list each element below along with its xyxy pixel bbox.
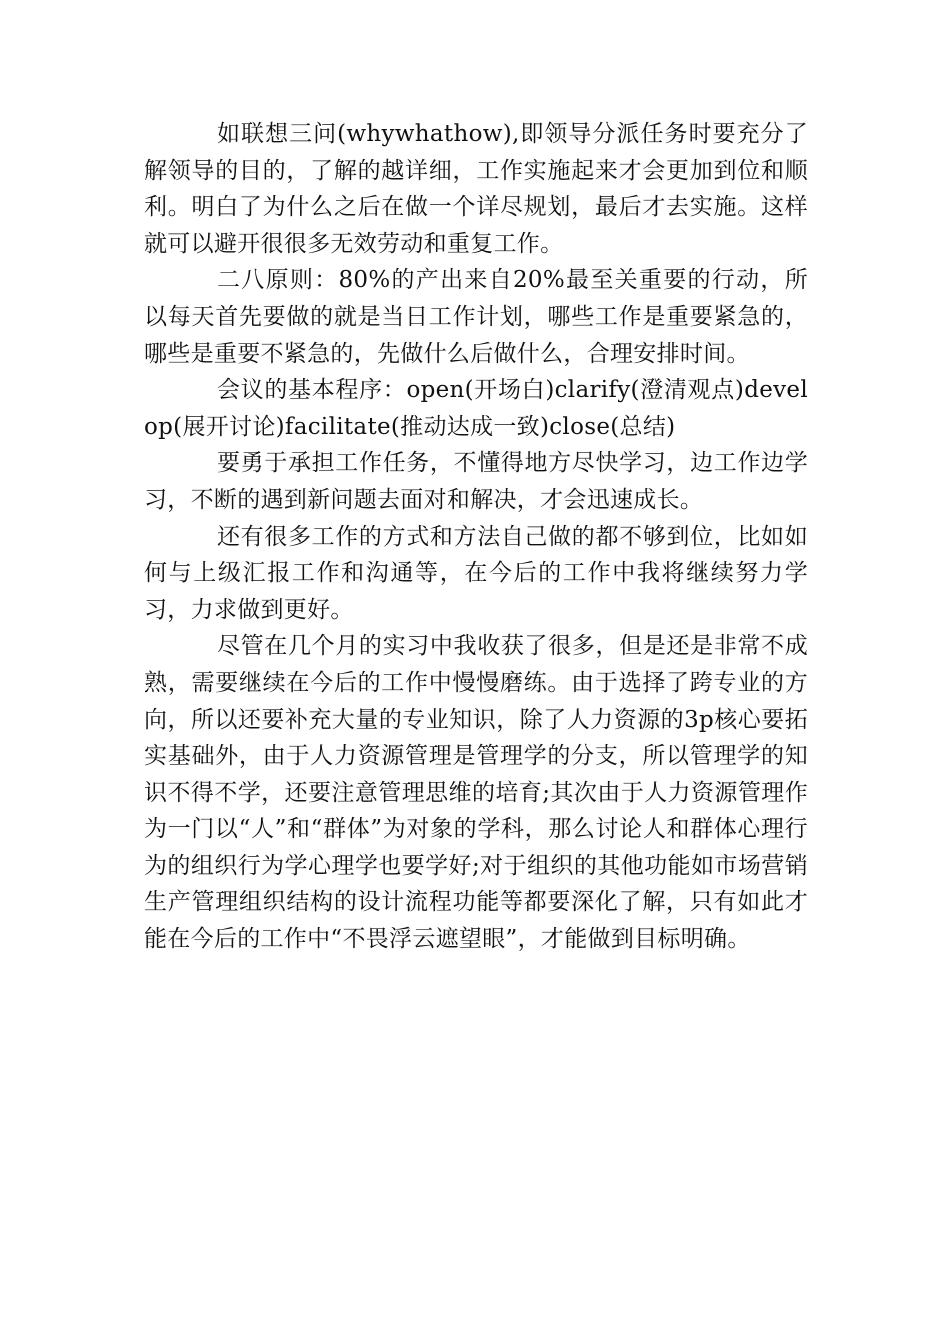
paragraph-five-w-questions: 如联想三问(whywhathow),即领导分派任务时要充分了解领导的目的，了解的越详细，工作实施起来才会更加到位和顺利。明白了为什么之后在做一个详尽规划，最后才去实施。这样就可以避开很很多无效劳动和重复工作。 [144, 121, 808, 257]
document-body [144, 116, 808, 958]
paragraph-meeting-procedure: 会议的基本程序：open(开场白)clarify(澄清观点)develop(展开讨论)facilitate(推动达成一致)close(总结) [144, 377, 808, 440]
paragraph-take-on-tasks: 要勇于承担工作任务，不懂得地方尽快学习，边工作边学习，不断的遇到新问题去面对和解决，才会迅速成长。 [144, 450, 808, 513]
paragraph-pareto-principle: 二八原则：80%的产出来自20%最至关重要的行动，所以每天首先要做的就是当日工作计划，哪些工作是重要紧急的，哪些是重要不紧急的，先做什么后做什么，合理安排时间。 [144, 267, 808, 367]
paragraph-internship-summary: 尽管在几个月的实习中我收获了很多，但是还是非常不成熟，需要继续在今后的工作中慢慢磨练。由于选择了跨专业的方向，所以还要补充大量的专业知识，除了人力资源的3p核心要拓实基础外，由于人力资源管理是管理学的分支，所以管理学的知识不得不学，还要注意管理思维的培育;其次由于人力资源管理作为一门以“人”和“群体”为对象的学科，那么讨论人和群体心理行为的组织行为学心理学也要学好;对于组织的其他功能如市场营销生产管理组织结构的设计流程功能等都要深化了解，只有如此才能在今后的工作中“不畏浮云遮望眼”，才能做到目标明确。 [144, 633, 808, 953]
paragraph-improve-methods: 还有很多工作的方式和方法自己做的都不够到位，比如如何与上级汇报工作和沟通等，在今后的工作中我将继续努力学习，力求做到更好。 [144, 523, 808, 623]
